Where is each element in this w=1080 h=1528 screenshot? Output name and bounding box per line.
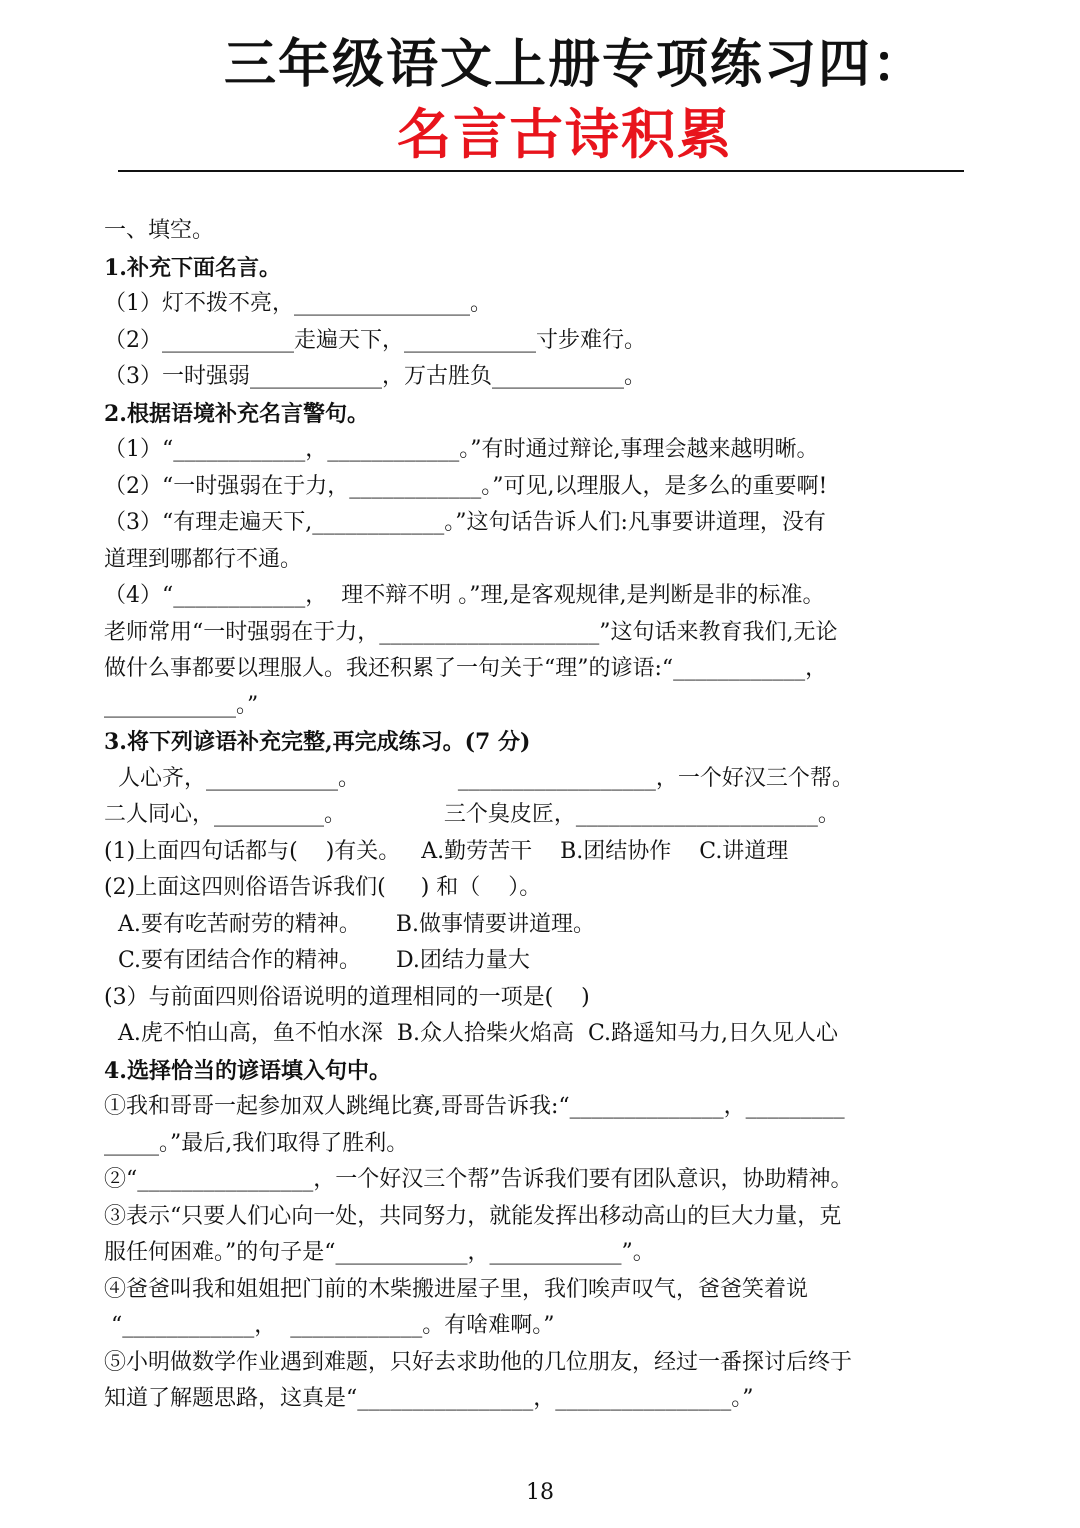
worksheet-line: 服任何困难。”的句子是“____________，____________”。 [104,1240,655,1265]
worksheet-line: （2）____________走遍天下，____________寸步难行。 [104,327,646,353]
worksheet-line: 做什么事都要以理服人。我还积累了一句关于“理”的谚语:“____________， [104,656,828,681]
worksheet-line: （3）“有理走遍天下,____________。”这句话告诉人们:凡事要讲道理，没有 [104,510,826,535]
worksheet-line: （1）“____________，____________。”有时通过辩论,事理会越来越明晰。 [104,437,819,462]
worksheet-line: （1）灯不拨不亮，________________。 [104,291,492,316]
worksheet-body [104,213,982,1418]
worksheet-line: (1)上面四句话都与( )有关。 A.勤劳苦干 B.团结协作 C.讲道理 [104,838,789,864]
page-title: 三年级语文上册专项练习四： [223,35,926,95]
worksheet-line: C.要有团结合作的精神。 D.团结力量大 [104,948,530,973]
question-heading: 2.根据语境补充名言警句。 [104,400,369,427]
worksheet-line: ②“________________，一个好汉三个帮”告诉我们要有团队意识，协助精神。 [104,1167,853,1192]
question-heading: 4.选择恰当的谚语填入句中。 [104,1057,391,1084]
worksheet-line: （2）“一时强弱在于力，____________。”可见,以理服人，是多么的重要啊! [104,473,828,499]
worksheet-line: A.虎不怕山高，鱼不怕水深 B.众人拾柴火焰高 C.路遥知马力,日久见人心 [104,1021,839,1046]
worksheet-line: ③表示“只要人们心向一处，共同努力，就能发挥出移动高山的巨大力量，克 [104,1203,842,1229]
worksheet-line: ____________。” [104,692,259,718]
worksheet-line: (3）与前面四则俗语说明的道理相同的一项是( ) [104,984,590,1010]
worksheet-line: 二人同心，__________。 三个臭皮匠，______________________。 [104,802,840,827]
title-divider [118,170,964,172]
question-heading: 1.补充下面名言。 [104,254,281,281]
worksheet-line: （4）“____________， 理不辩不明 。”理,是客观规律,是判断是非的标准。 [104,583,825,608]
page-number: 18 [526,1480,554,1505]
worksheet-line: ④爸爸叫我和姐姐把门前的木柴搬进屋子里，我们唉声叹气，爸爸笑着说 [104,1276,809,1302]
worksheet-line: 一、填空。 [104,218,215,243]
worksheet-line: 知道了解题思路，这真是“________________，________________。” [104,1386,754,1411]
worksheet-line: ①我和哥哥一起参加双人跳绳比赛,哥哥告诉我:“______________，_________ [104,1094,845,1119]
page-subtitle: 名言古诗积累 [397,103,733,166]
worksheet-line: 人心齐，____________。 __________________，一个好汉三个帮。 [104,765,854,791]
worksheet-line: A.要有吃苦耐劳的精神。 B.做事情要讲道理。 [104,911,595,937]
worksheet-line: 道理到哪都行不通。 [104,546,303,572]
worksheet-line: 老师常用“一时强弱在于力，____________________”这句话来教育我们,无论 [104,619,838,645]
worksheet-line: (2)上面这四则俗语告诉我们( ) 和（ ）。 [104,875,542,900]
worksheet-line: （3）一时强弱____________，万古胜负____________。 [104,364,646,389]
worksheet-line: _____。”最后,我们取得了胜利。 [104,1130,409,1156]
question-heading: 3.将下列谚语补充完整,再完成练习。(7 分) [104,729,531,755]
worksheet-line: “____________， ____________。有啥难啊。” [104,1313,555,1338]
worksheet-line: ⑤小明做数学作业遇到难题，只好去求助他的几位朋友，经过一番探讨后终于 [104,1349,853,1375]
